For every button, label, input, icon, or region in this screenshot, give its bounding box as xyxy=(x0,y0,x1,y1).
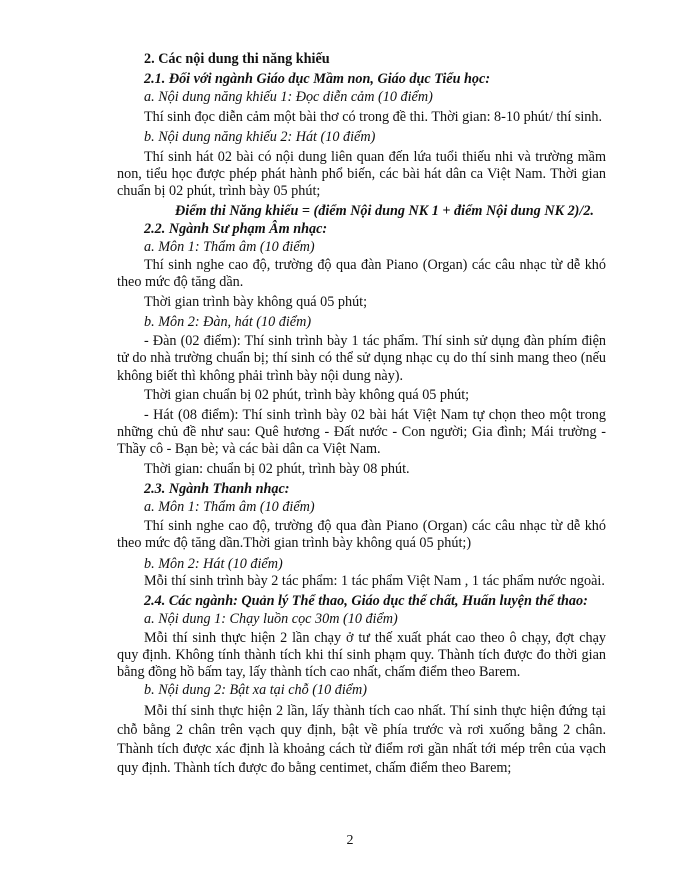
item-heading: a. Môn 1: Thẩm âm (10 điểm) xyxy=(144,499,315,515)
item-heading: a. Môn 1: Thẩm âm (10 điểm) xyxy=(144,239,315,255)
paragraph-line: theo mức độ tăng dần.Thời gian trình bày không quá 05 phút;) xyxy=(117,535,472,551)
item-heading: b. Nội dung năng khiếu 2: Hát (10 điểm) xyxy=(144,129,376,145)
paragraph-line: Mỗi thí sinh thực hiện 2 lần, lấy thành tích cao nhất. Thí sinh thực hiện đứng tại xyxy=(144,703,606,719)
paragraph-line: theo mức độ tăng dần. xyxy=(117,274,244,290)
paragraph-line: chuẩn bị 02 phút, trình bày 05 phút; xyxy=(117,183,321,199)
item-heading: a. Nội dung năng khiếu 1: Đọc diễn cảm (10 điểm) xyxy=(144,89,433,105)
paragraph-line: Thời gian: chuẩn bị 02 phút, trình bày 08 phút. xyxy=(144,461,410,477)
paragraph-line: quy định. Thành tích được đo bằng centimet, chấm điểm theo Barem; xyxy=(117,760,512,776)
paragraph-line: - Hát (08 điểm): Thí sinh trình bày 02 bài hát Việt Nam tự chọn theo một trong xyxy=(144,407,606,423)
paragraph-line: Thí sinh hát 02 bài có nội dung liên quan đến lứa tuổi thiếu nhi và trường mầm xyxy=(144,149,606,165)
item-heading: b. Môn 2: Hát (10 điểm) xyxy=(144,556,283,572)
section-heading: 2. Các nội dung thi năng khiếu xyxy=(144,51,330,67)
paragraph-line: những chủ đề như sau: Quê hương - Đất nước - Con người; Gia đình; Mái trường - xyxy=(117,424,606,440)
paragraph-line: Thầy cô - Bạn bè; và các bài dân ca Việt Nam. xyxy=(117,441,381,457)
subsection-heading: 2.2. Ngành Sư phạm Âm nhạc: xyxy=(144,221,328,237)
subsection-heading: 2.1. Đối với ngành Giáo dục Mầm non, Giáo dục Tiểu học: xyxy=(144,71,491,87)
item-heading: a. Nội dung 1: Chạy luồn cọc 30m (10 điểm) xyxy=(144,611,398,627)
paragraph-line: Thí sinh đọc diễn cảm một bài thơ có trong đề thi. Thời gian: 8-10 phút/ thí sinh. xyxy=(144,109,603,125)
subsection-heading: 2.4. Các ngành: Quản lý Thể thao, Giáo dục thể chất, Huấn luyện thể thao: xyxy=(144,593,588,609)
paragraph-line: không biết thì không phải trình bày nội dung này). xyxy=(117,368,404,384)
paragraph-line: quy định. Không tính thành tích khi thí sinh phạm quy. Thành tích được đo thời gian xyxy=(117,647,606,663)
paragraph-line: non, tiểu học được phép phát hành phổ biến, các bài hát dân ca Việt Nam. Thời gian xyxy=(117,166,606,182)
paragraph-line: - Đàn (02 điểm): Thí sinh trình bày 1 tác phẩm. Thí sinh sử dụng đàn phím điện xyxy=(144,333,606,349)
paragraph-line: tử do nhà trường chuẩn bị; thí sinh có thể sử dụng nhạc cụ do thí sinh mang theo (nếu xyxy=(117,350,606,366)
paragraph-line: Thí sinh nghe cao độ, trường độ qua đàn Piano (Organ) các câu nhạc từ dễ khó xyxy=(144,257,606,273)
paragraph-line: chỗ bằng 2 chân trên vạch quy định, bật về phía trước và rơi xuống bằng 2 chân. xyxy=(117,722,606,738)
paragraph-line: Thành tích được xác định là khoảng cách từ điểm rơi gần nhất tới mép trên của vạch xyxy=(117,741,606,757)
paragraph-line: Thí sinh nghe cao độ, trường độ qua đàn Piano (Organ) các câu nhạc từ dễ khó xyxy=(144,518,606,534)
paragraph-line: bằng đồng hồ bấm tay, lấy thành tích cao nhất, chấm điểm theo Barem. xyxy=(117,664,521,680)
item-heading: b. Môn 2: Đàn, hát (10 điểm) xyxy=(144,314,312,330)
formula-line: Điểm thi Năng khiếu = (điểm Nội dung NK 1 + điểm Nội dung NK 2)/2. xyxy=(175,203,594,219)
subsection-heading: 2.3. Ngành Thanh nhạc: xyxy=(144,481,290,497)
paragraph-line: Mỗi thí sinh thực hiện 2 lần chạy ở tư thế xuất phát cao theo ô chạy, đợt chạy xyxy=(144,630,606,646)
paragraph-line: Thời gian trình bày không quá 05 phút; xyxy=(144,294,368,310)
item-heading: b. Nội dung 2: Bật xa tại chỗ (10 điểm) xyxy=(144,682,368,698)
page-number: 2 xyxy=(346,833,354,848)
paragraph-line: Mỗi thí sinh trình bày 2 tác phẩm: 1 tác phẩm Việt Nam , 1 tác phẩm nước ngoài. xyxy=(144,573,605,589)
paragraph-line: Thời gian chuẩn bị 02 phút, trình bày không quá 05 phút; xyxy=(144,387,470,403)
